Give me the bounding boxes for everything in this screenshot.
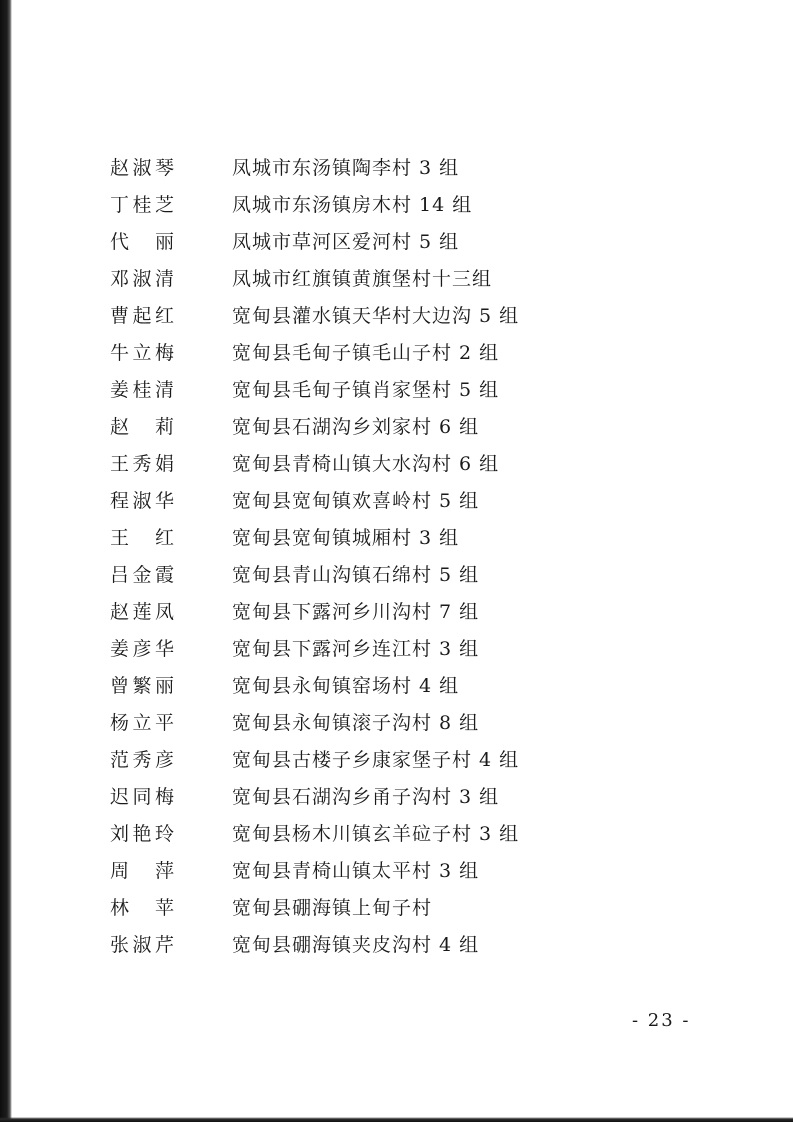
- person-address: 宽甸县宽甸镇欢喜岭村 5 组: [232, 490, 480, 512]
- list-item: [0, 150, 793, 187]
- person-address: 宽甸县宽甸镇城厢村 3 组: [232, 527, 460, 549]
- person-name: 王红: [110, 527, 174, 549]
- list-item: [0, 816, 793, 853]
- person-name: 丁桂芝: [110, 194, 174, 216]
- list-item: [0, 372, 793, 409]
- person-address: 宽甸县永甸镇滚子沟村 8 组: [232, 712, 480, 734]
- person-name: 姜彦华: [110, 638, 174, 660]
- list-item: [0, 224, 793, 261]
- person-address: 宽甸县古楼子乡康家堡子村 4 组: [232, 749, 520, 771]
- list-item: [0, 446, 793, 483]
- person-address: 宽甸县青椅山镇太平村 3 组: [232, 860, 480, 882]
- person-name: 邓淑清: [110, 268, 174, 290]
- person-name: 曹起红: [110, 305, 174, 327]
- person-address: 宽甸县下露河乡连江村 3 组: [232, 638, 480, 660]
- person-name: 迟同梅: [110, 786, 174, 808]
- name-address-list: [0, 150, 793, 964]
- list-item: [0, 261, 793, 298]
- person-address: 凤城市草河区爱河村 5 组: [232, 231, 460, 253]
- list-item: [0, 520, 793, 557]
- list-item: [0, 631, 793, 668]
- list-item: [0, 890, 793, 927]
- person-name: 林苹: [110, 897, 174, 919]
- person-address: 宽甸县石湖沟乡刘家村 6 组: [232, 416, 480, 438]
- person-name: 张淑芹: [110, 934, 174, 956]
- list-item: [0, 557, 793, 594]
- person-name: 赵莉: [110, 416, 174, 438]
- person-address: 宽甸县下露河乡川沟村 7 组: [232, 601, 480, 623]
- person-address: 宽甸县青山沟镇石绵村 5 组: [232, 564, 480, 586]
- person-address: 凤城市东汤镇陶李村 3 组: [232, 157, 460, 179]
- list-item: [0, 853, 793, 890]
- person-address: 宽甸县杨木川镇玄羊砬子村 3 组: [232, 823, 520, 845]
- list-item: [0, 298, 793, 335]
- person-address: 凤城市东汤镇房木村 14 组: [232, 194, 473, 216]
- person-name: 牛立梅: [110, 342, 174, 364]
- person-name: 吕金霞: [110, 564, 174, 586]
- person-name: 程淑华: [110, 490, 174, 512]
- person-address: 宽甸县毛甸子镇肖家堡村 5 组: [232, 379, 500, 401]
- person-name: 赵莲凤: [110, 601, 174, 623]
- list-item: [0, 187, 793, 224]
- person-name: 杨立平: [110, 712, 174, 734]
- person-name: 周萍: [110, 860, 174, 882]
- list-item: [0, 483, 793, 520]
- list-item: [0, 594, 793, 631]
- person-name: 王秀娟: [110, 453, 174, 475]
- list-item: [0, 409, 793, 446]
- person-address: 宽甸县永甸镇窑场村 4 组: [232, 675, 460, 697]
- person-address: 宽甸县青椅山镇大水沟村 6 组: [232, 453, 500, 475]
- person-address: 宽甸县灌水镇天华村大边沟 5 组: [232, 305, 520, 327]
- person-name: 姜桂清: [110, 379, 174, 401]
- list-item: [0, 927, 793, 964]
- person-name: 赵淑琴: [110, 157, 174, 179]
- person-name: 范秀彦: [110, 749, 174, 771]
- list-item: [0, 779, 793, 816]
- person-address: 凤城市红旗镇黄旗堡村十三组: [232, 268, 493, 290]
- person-name: 曾繁丽: [110, 675, 174, 697]
- person-address: 宽甸县硼海镇夹皮沟村 4 组: [232, 934, 480, 956]
- page-number: - 23 -: [632, 1010, 691, 1031]
- person-address: 宽甸县毛甸子镇毛山子村 2 组: [232, 342, 500, 364]
- scan-border-bottom: [0, 1117, 793, 1122]
- person-name: 代丽: [110, 231, 174, 253]
- person-name: 刘艳玲: [110, 823, 174, 845]
- list-item: [0, 668, 793, 705]
- list-item: [0, 705, 793, 742]
- list-item: [0, 335, 793, 372]
- person-address: 宽甸县硼海镇上甸子村: [232, 897, 433, 919]
- list-item: [0, 742, 793, 779]
- person-address: 宽甸县石湖沟乡甬子沟村 3 组: [232, 786, 500, 808]
